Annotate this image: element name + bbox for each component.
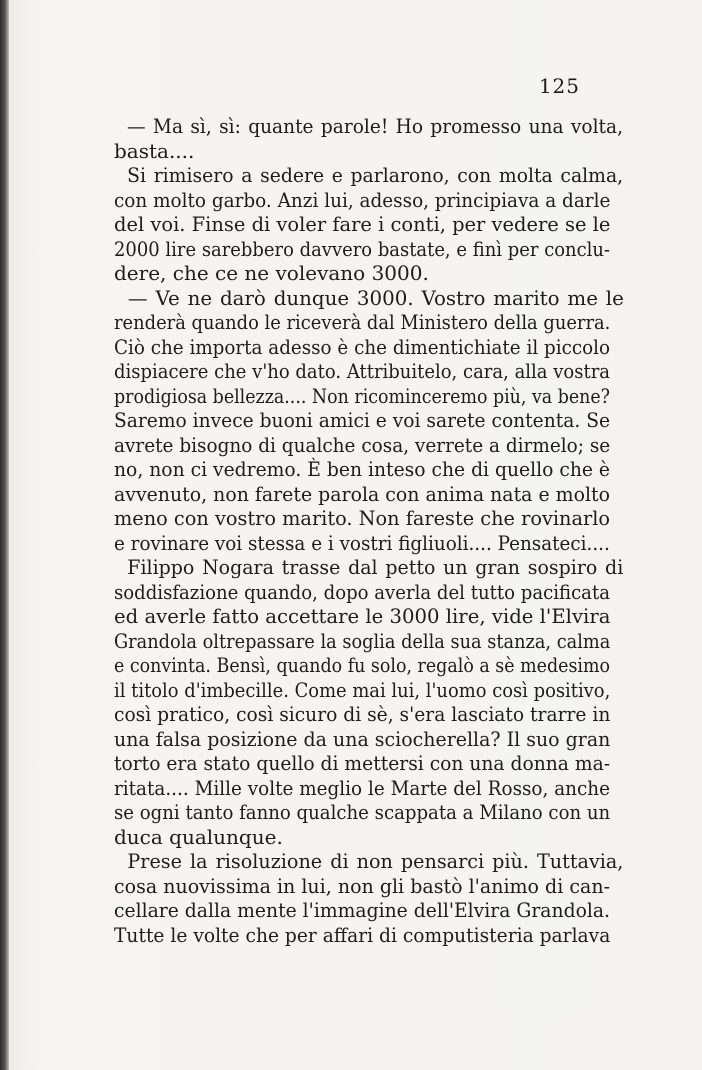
text-line: prodigiosa bellezza.... Non ricominceremo più, va bene? (114, 383, 610, 408)
text-line: Filippo Nogara trasse dal petto un gran sospiro di (127, 555, 624, 579)
page-number: 125 (538, 74, 580, 98)
text-line: basta.... (114, 138, 195, 163)
text-line: Saremo invece buoni amici e voi sarete contenta. Se (114, 408, 610, 432)
text-line: il titolo d'imbecille. Come mai lui, l'uomo così positivo, (114, 677, 611, 702)
text-line: Tutte le volte che per affari di computisteria parlava (114, 922, 611, 947)
text-line: con molto garbo. Anzi lui, adesso, principiava a darle (114, 187, 611, 212)
text-line: duca qualunque. (114, 824, 283, 849)
text-line: 2000 lire sarebbero davvero bastate, e finì per conclu- (114, 236, 610, 261)
text-line: e rovinare voi stessa e i vostri figliuoli.... Pensateci.... (114, 530, 610, 555)
text-line: dispiacere che v'ho dato. Attribuitelo, cara, alla vostra (114, 359, 610, 383)
text-line: e convinta. Bensì, quando fu solo, regalò a sè medesimo (114, 653, 610, 677)
text-line: no, non ci vedremo. È ben inteso che di quello che è (114, 457, 610, 481)
text-line: cellare dalla mente l'immagine dell'Elvira Grandola. (114, 898, 610, 922)
text-line: se ogni tanto fanno qualche scappata a Milano con un (114, 800, 611, 824)
text-line: Prese la risoluzione di non pensarci più. Tuttavia, (127, 849, 624, 873)
text-line: una falsa posizione da una sciocherella? Il suo gran (114, 726, 611, 751)
text-line: avvenuto, non farete parola con anima nata e molto (114, 481, 610, 506)
page-spine-edge (0, 0, 9, 1070)
text-line: — Ve ne darò dunque 3000. Vostro marito me le (127, 285, 624, 310)
text-line: cosa nuovissima in lui, non gli bastò l'animo di can- (114, 873, 610, 898)
text-line: ed averle fatto accettare le 3000 lire, vide l'Elvira (114, 604, 611, 628)
text-line: — Ma sì, sì: quante parole! Ho promesso una volta, (127, 114, 624, 138)
text-line: ritata.... Mille volte meglio le Marte del Rosso, anche (114, 775, 610, 800)
text-line: soddisfazione quando, dopo averla del tutto pacificata (114, 579, 610, 604)
text-line: Grandola oltrepassare la soglia della sua stanza, calma (114, 628, 611, 653)
text-line: meno con vostro marito. Non fareste che rovinarlo (114, 506, 610, 530)
text-line: così pratico, così sicuro di sè, s'era lasciato trarre in (114, 702, 611, 726)
text-line: Ciò che importa adesso è che dimentichiate il piccolo (114, 334, 610, 359)
text-line: renderà quando le riceverà dal Ministero della guerra. (114, 310, 611, 334)
body-text (114, 114, 624, 947)
text-line: Si rimisero a sedere e parlarono, con molta calma, (127, 163, 624, 187)
text-line: del voi. Finse di voler fare i conti, per vedere se le (114, 212, 611, 236)
text-line: torto era stato quello di mettersi con una donna ma- (114, 751, 611, 775)
text-line: avrete bisogno di qualche cosa, verrete a dirmelo; se (114, 432, 611, 457)
text-line: dere, che ce ne volevano 3000. (114, 261, 429, 285)
